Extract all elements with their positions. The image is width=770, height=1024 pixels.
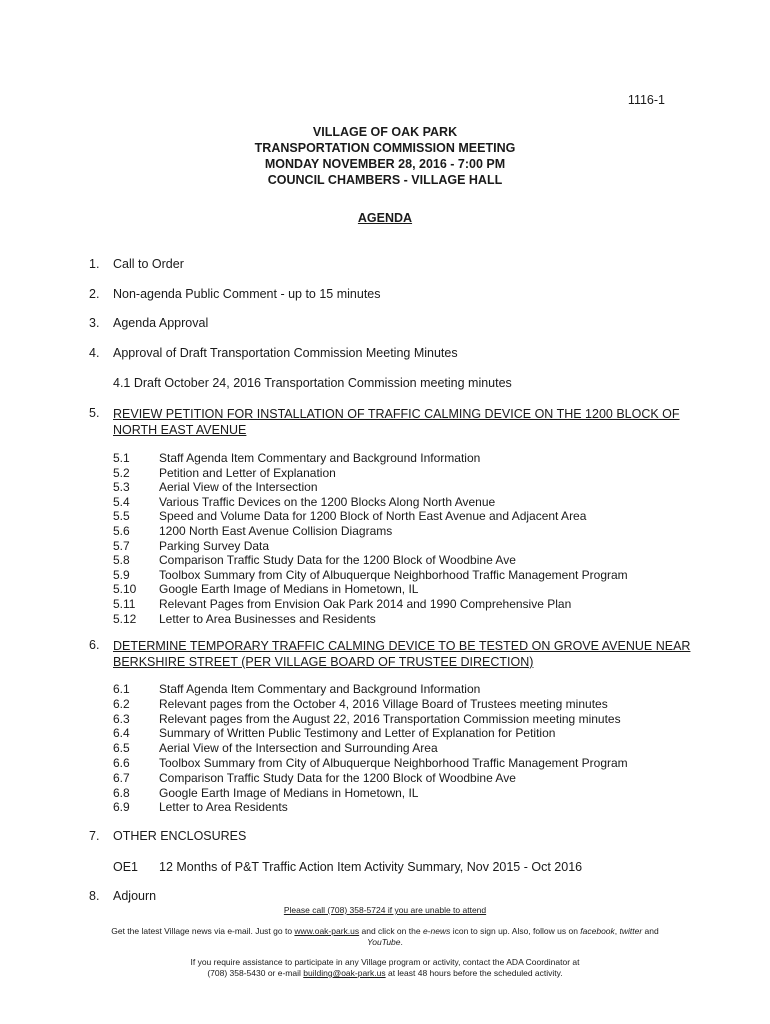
facebook-label: facebook <box>580 926 615 936</box>
header-date: MONDAY NOVEMBER 28, 2016 - 7:00 PM <box>264 157 506 171</box>
item-text: Adjourn <box>113 889 157 903</box>
sub-number: 6.5 <box>113 741 130 756</box>
agenda-item-4 <box>89 346 458 361</box>
agenda-item-8 <box>89 889 157 904</box>
enews-label: e-news <box>422 926 451 936</box>
sub-number: 5.5 <box>113 509 130 524</box>
item-number: 7. <box>89 829 100 843</box>
sub-text: Summary of Written Public Testimony and Letter of Explanation for Petition <box>159 726 556 741</box>
agenda-item-7 <box>89 829 247 844</box>
sub-number: 5.8 <box>113 553 130 568</box>
sub-number: 5.12 <box>113 611 137 626</box>
item-5-title: REVIEW PETITION FOR INSTALLATION OF TRAFFIC CALMING DEVICE ON THE 1200 BLOCK OF NORTH EAST AVENUE <box>113 407 680 437</box>
sub-text: Letter to Area Residents <box>159 800 288 815</box>
sub-number: 5.10 <box>113 582 137 597</box>
sub-text: Various Traffic Devices on the 1200 Blocks Along North Avenue <box>159 494 496 509</box>
sub-text: Parking Survey Data <box>159 538 270 553</box>
sub-text: Relevant pages from the October 4, 2016 Village Board of Trustees meeting minutes <box>159 696 608 711</box>
ada-text: If you require assistance to participate in any Village program or activity, contact the ADA Coordinator at <box>190 957 580 967</box>
header-meeting: TRANSPORTATION COMMISSION MEETING <box>254 141 516 155</box>
news-text: and <box>642 926 659 936</box>
sub-number: 6.4 <box>113 726 130 741</box>
sub-number: 5.4 <box>113 494 130 509</box>
sub-text: Petition and Letter of Explanation <box>159 465 336 480</box>
ada-text: at least 48 hours before the scheduled activity. <box>385 968 563 978</box>
sub-text: Aerial View of the Intersection and Surrounding Area <box>159 741 438 756</box>
news-text: , <box>614 926 620 936</box>
sub-number: 6.3 <box>113 711 130 726</box>
item-text: Agenda Approval <box>113 316 209 330</box>
item-text: OTHER ENCLOSURES <box>113 829 247 843</box>
sub-number: 6.6 <box>113 755 130 770</box>
ada-notice <box>90 957 680 979</box>
sub-number: 6.9 <box>113 800 130 815</box>
sub-text: Letter to Area Businesses and Residents <box>159 611 376 626</box>
item-number: 1. <box>89 257 100 271</box>
news-text: Get the latest Village news via e-mail. Just go to <box>111 926 295 936</box>
agenda-item-3 <box>89 316 209 331</box>
sub-text: Relevant pages from the August 22, 2016 Transportation Commission meeting minutes <box>159 711 621 726</box>
document-number: 1116-1 <box>627 93 665 107</box>
agenda-item-2 <box>89 287 381 302</box>
sub-text: Speed and Volume Data for 1200 Block of North East Avenue and Adjacent Area <box>159 509 587 524</box>
sub-number: 5.7 <box>113 538 130 553</box>
sub-text: Aerial View of the Intersection <box>159 480 318 495</box>
twitter-label: twitter <box>619 926 643 936</box>
sub-text: Staff Agenda Item Commentary and Background Information <box>159 682 481 696</box>
sub-text: Comparison Traffic Study Data for the 1200 Block of Woodbine Ave <box>159 770 516 785</box>
item-number: 6. <box>89 638 100 652</box>
item-text: Call to Order <box>113 257 184 271</box>
sub-text: Relevant Pages from Envision Oak Park 2014 and 1990 Comprehensive Plan <box>159 596 572 611</box>
news-text: and click on the <box>359 926 423 936</box>
sub-number: 6.2 <box>113 696 130 711</box>
sub-number: 6.1 <box>113 682 130 696</box>
sub-text: Google Earth Image of Medians in Hometown, IL <box>159 785 419 800</box>
sub-number: 5.1 <box>113 451 130 465</box>
item-text: Non-agenda Public Comment - up to 15 minutes <box>113 287 381 301</box>
agenda-item-1 <box>89 257 184 272</box>
item-number: 5. <box>89 406 100 420</box>
meeting-header <box>0 124 770 188</box>
website-link[interactable]: www.oak-park.us <box>294 926 360 936</box>
sub-text: Staff Agenda Item Commentary and Background Information <box>159 451 481 465</box>
item-number: 8. <box>89 889 100 903</box>
email-link[interactable]: building@oak-park.us <box>303 968 386 978</box>
sub-number: OE1 <box>113 860 139 874</box>
news-text: . <box>400 937 403 947</box>
item-number: 2. <box>89 287 100 301</box>
item-7-subitem <box>113 860 583 874</box>
item-text: Approval of Draft Transportation Commission Meeting Minutes <box>113 346 458 360</box>
sub-text: Toolbox Summary from City of Albuquerque Neighborhood Traffic Management Program <box>159 567 628 582</box>
sub-number: 5.3 <box>113 480 130 495</box>
attendance-notice: Please call (708) 358-5724 if you are unable to attend <box>283 905 487 915</box>
sub-text: Google Earth Image of Medians in Hometown, IL <box>159 582 419 597</box>
news-notice <box>90 926 680 948</box>
sub-number: 6.7 <box>113 770 130 785</box>
ada-text: (708) 358-5430 or e-mail <box>207 968 304 978</box>
sub-number: 5.6 <box>113 523 130 538</box>
sub-text: Toolbox Summary from City of Albuquerque Neighborhood Traffic Management Program <box>159 755 628 770</box>
sub-text: Comparison Traffic Study Data for the 1200 Block of Woodbine Ave <box>159 553 516 568</box>
sub-number: 5.9 <box>113 567 130 582</box>
item-6-title: DETERMINE TEMPORARY TRAFFIC CALMING DEVICE TO BE TESTED ON GROVE AVENUE NEAR BERKSHIRE STREET (PER VILLAGE BOARD OF TRUSTEE DIRECTION) <box>113 639 691 669</box>
sub-number: 6.8 <box>113 785 130 800</box>
item-number: 4. <box>89 346 100 360</box>
news-text: icon to sign up. Also, follow us on <box>450 926 581 936</box>
item-number: 3. <box>89 316 100 330</box>
sub-number: 5.2 <box>113 465 130 480</box>
header-village: VILLAGE OF OAK PARK <box>312 125 458 139</box>
header-location: COUNCIL CHAMBERS - VILLAGE HALL <box>267 173 503 187</box>
agenda-item-5 <box>89 406 113 421</box>
sub-text: 12 Months of P&T Traffic Action Item Activity Summary, Nov 2015 - Oct 2016 <box>159 860 583 874</box>
item-4-subitem: 4.1 Draft October 24, 2016 Transportation Commission meeting minutes <box>113 376 512 390</box>
sub-text: 1200 North East Avenue Collision Diagrams <box>159 523 393 538</box>
youtube-label: YouTube <box>367 937 401 947</box>
agenda-item-6 <box>89 638 113 653</box>
sub-number: 5.11 <box>113 596 136 611</box>
agenda-title: AGENDA <box>357 211 413 225</box>
